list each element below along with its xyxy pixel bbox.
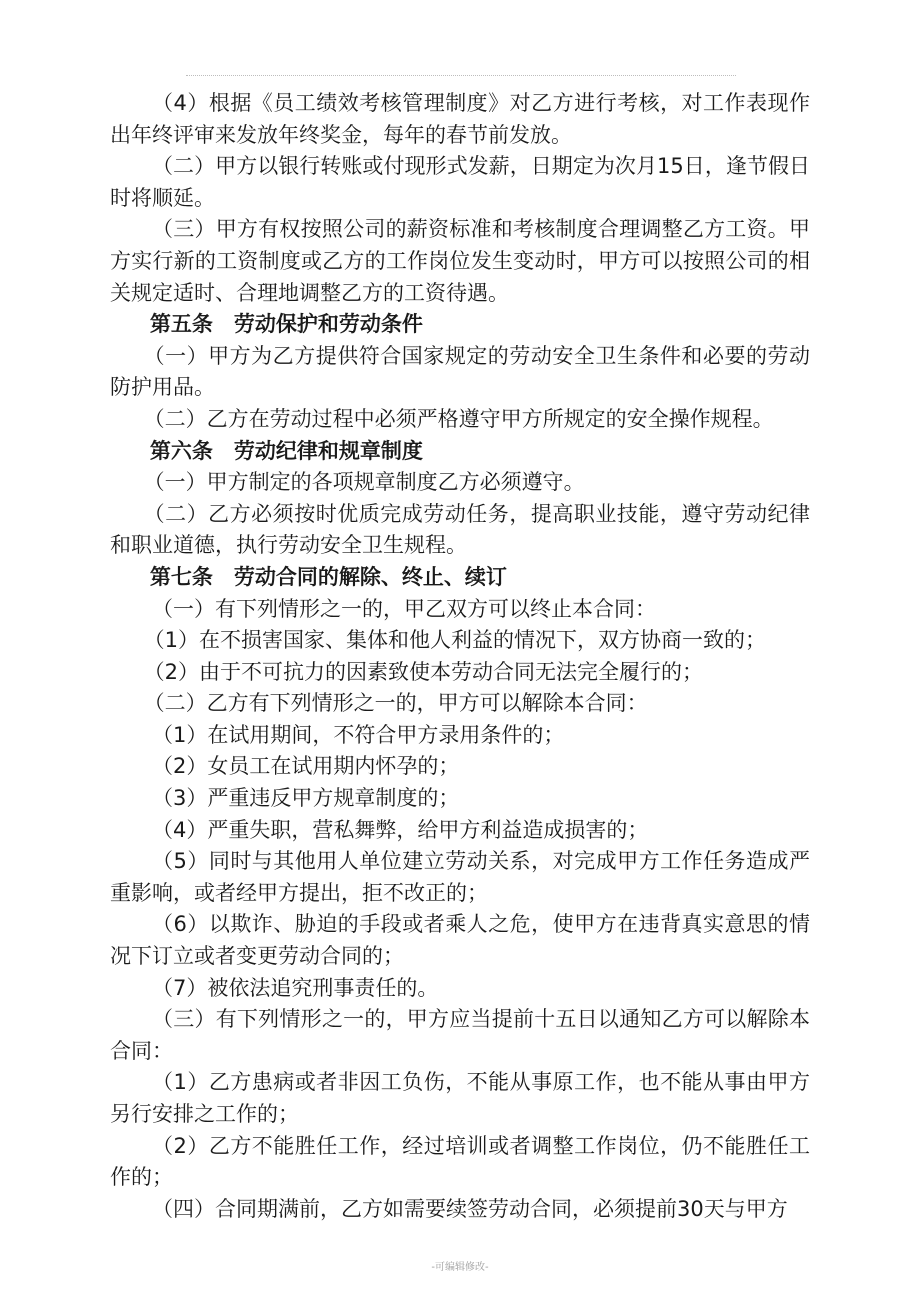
paragraph: （二）乙方在劳动过程中必须严格遵守甲方所规定的安全操作规程。 <box>143 406 774 431</box>
list-item: （3）严重违反甲方规章制度的； <box>152 786 460 811</box>
list-item: （2）由于不可抗力的因素致使本劳动合同无法完全履行的； <box>143 659 703 684</box>
header-dotted-rule <box>186 75 736 76</box>
document-body <box>110 88 810 1225</box>
paragraph: （4）根据《员工绩效考核管理制度》对乙方进行考核，对工作表现作出年终评审来发放年终奖金，每年的春节前发放。 <box>110 91 810 147</box>
paragraph: （二）甲方以银行转账或付现形式发薪，日期定为次月15日，逢节假日时将顺延。 <box>110 154 810 210</box>
section-heading: 第六条 劳动纪律和规章制度 <box>149 438 423 463</box>
paragraph: （四）合同期满前，乙方如需要续签劳动合同，必须提前30天与甲方 <box>152 1196 788 1221</box>
paragraph: （三）有下列情形之一的，甲方应当提前十五日以通知乙方可以解除本合同： <box>110 1007 810 1063</box>
list-item: （4）严重失职，营私舞弊，给甲方利益造成损害的； <box>152 817 649 842</box>
list-item: （2）乙方不能胜任工作，经过培训或者调整工作岗位，仍不能胜任工作的； <box>110 1133 810 1190</box>
list-item: （1）乙方患病或者非因工负伤，不能从事原工作，也不能从事由甲方另行安排之工作的； <box>110 1070 810 1126</box>
list-item: （7）被依法追究刑事责任的。 <box>152 975 439 1000</box>
paragraph: （一）甲方为乙方提供符合国家规定的劳动安全卫生条件和必要的劳动防护用品。 <box>110 343 810 400</box>
paragraph: （三）甲方有权按照公司的薪资标准和考核制度合理调整乙方工资。甲方实行新的工资制度或乙方的工作岗位发生变动时，甲方可以按照公司的相关规定适时、合理地调整乙方的工资待遇。 <box>110 217 810 305</box>
paragraph: （一）有下列情形之一的，甲乙双方可以终止本合同： <box>152 596 656 621</box>
list-item: （1）在不损害国家、集体和他人利益的情况下，双方协商一致的； <box>143 628 766 653</box>
paragraph: （二）乙方必须按时优质完成劳动任务，提高职业技能，遵守劳动纪律和职业道德，执行劳动安全卫生规程。 <box>110 501 810 558</box>
section-heading: 第七条 劳动合同的解除、终止、续订 <box>149 564 507 589</box>
paragraph: （二）乙方有下列情形之一的，甲方可以解除本合同： <box>143 691 648 716</box>
list-item: （1）在试用期间，不符合甲方录用条件的； <box>152 722 565 747</box>
list-item: （5）同时与其他用人单位建立劳动关系，对完成甲方工作任务造成严重影响，或者经甲方提出，拒不改正的； <box>110 849 810 905</box>
paragraph: （一）甲方制定的各项规章制度乙方必须遵守。 <box>143 470 585 495</box>
list-item: （2）女员工在试用期内怀孕的； <box>152 754 460 779</box>
list-item: （6）以欺诈、胁迫的手段或者乘人之危，使甲方在违背真实意思的情况下订立或者变更劳动合同的； <box>110 912 810 969</box>
page-footer: -可编辑修改- <box>431 1262 489 1273</box>
section-heading: 第五条 劳动保护和劳动条件 <box>149 312 423 337</box>
